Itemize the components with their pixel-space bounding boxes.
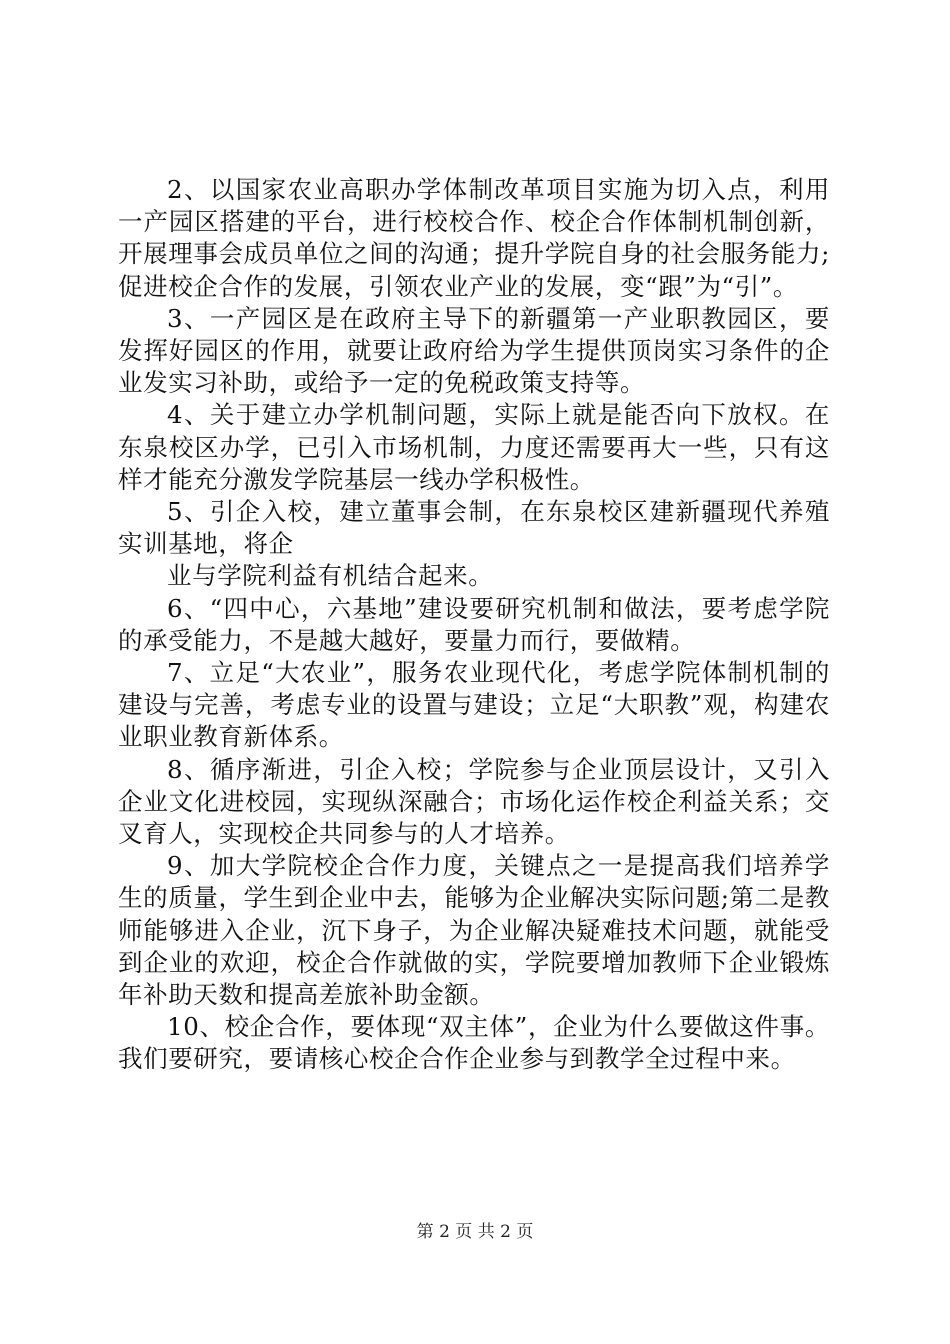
paragraph-7: 7、立足“大农业”，服务农业现代化，考虑学院体制机制的建设与完善，考虑专业的设置与建设；立足“大职教”观，构建农业职业教育新体系。	[118, 658, 830, 752]
paragraph-8: 8、循序渐进，引企入校；学院参与企业顶层设计，又引入企业文化进校园，实现纵深融合；市场化运作校企利益关系；交叉育人，实现校企共同参与的人才培养。	[118, 754, 830, 849]
document-body	[118, 174, 830, 1076]
page-number-footer: 第 2 页 共 2 页	[416, 1222, 534, 1242]
paragraph-4: 4、关于建立办学机制问题，实际上就是能否向下放权。在东泉校区办学，已引入市场机制，力度还需要再大一些，只有这样才能充分激发学院基层一线办学积极性。	[118, 400, 830, 494]
paragraph-10: 10、校企合作，要体现“双主体”，企业为什么要做这件事。我们要研究，要请核心校企合作企业参与到教学全过程中来。	[118, 1012, 830, 1074]
paragraph-6: 6、“四中心，六基地”建设要研究机制和做法，要考虑学院的承受能力，不是越大越好，要量力而行，要做精。	[118, 593, 830, 655]
paragraph-2: 2、以国家农业高职办学体制改革项目实施为切入点，利用一产园区搭建的平台，进行校校合作、校企合作体制机制创新，开展理事会成员单位之间的沟通；提升学院自身的社会服务能力;促进校企合作的发展，引领农业产业的发展，变“跟”为“引”。	[118, 175, 830, 301]
paragraph-3: 3、一产园区是在政府主导下的新疆第一产业职教园区，要发挥好园区的作用，就要让政府给为学生提供顶岗实习条件的企业发实习补助，或给予一定的免税政策支持等。	[118, 303, 830, 398]
paragraph-5-continuation: 业与学院利益有机结合起来。	[167, 561, 494, 591]
paragraph-9: 9、加大学院校企合作力度，关键点之一是提高我们培养学生的质量，学生到企业中去，能够为企业解决实际问题;第二是教师能够进入企业，沉下身子，为企业解决疑难技术问题，就能受到企业的欢迎，校企合作就做的实，学院要增加教师下企业锻炼年补助天数和提高差旅补助金额。	[118, 851, 830, 1010]
paragraph-5: 5、引企入校，建立董事会制，在东泉校区建新疆现代养殖实训基地，将企	[118, 497, 830, 559]
